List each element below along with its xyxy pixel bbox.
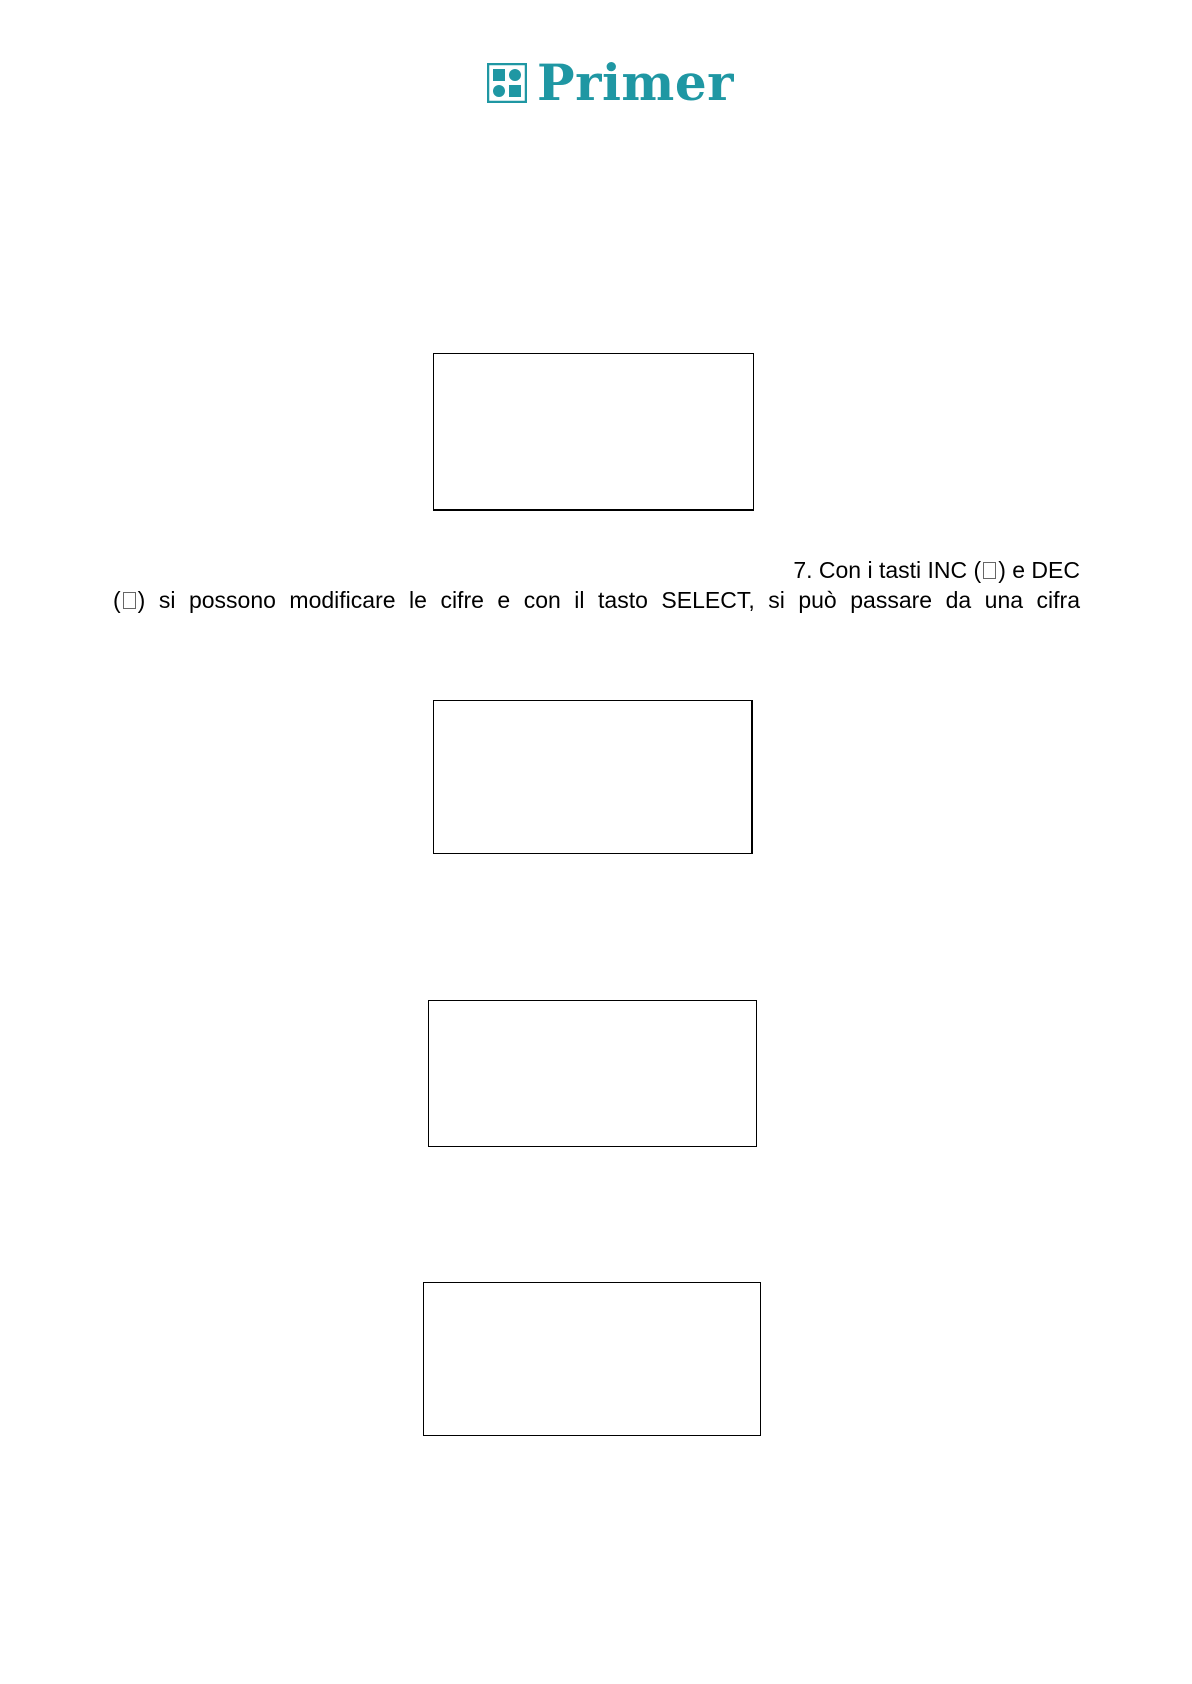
paragraph-line-1-tail: ) e DEC	[998, 557, 1080, 583]
primer-logo-icon	[487, 63, 527, 103]
paragraph-line-2	[113, 586, 1080, 614]
display-frame-2	[433, 700, 753, 854]
paragraph-line-2-open: (	[113, 587, 121, 613]
missing-glyph-icon	[123, 592, 136, 609]
missing-glyph-icon	[983, 562, 996, 579]
display-frame-4	[423, 1282, 761, 1436]
primer-logo	[487, 53, 734, 112]
paragraph-line-2-text: ) si possono modificare le cifre e con il tasto SELECT, si può passare da una cifra	[137, 587, 1080, 613]
display-frame-1	[433, 353, 754, 511]
logo-wordmark: Primer	[537, 53, 734, 112]
paragraph-line-1	[793, 556, 1080, 584]
paragraph-line-1-text: 7. Con i tasti INC (	[793, 557, 982, 583]
display-frame-3	[428, 1000, 757, 1147]
